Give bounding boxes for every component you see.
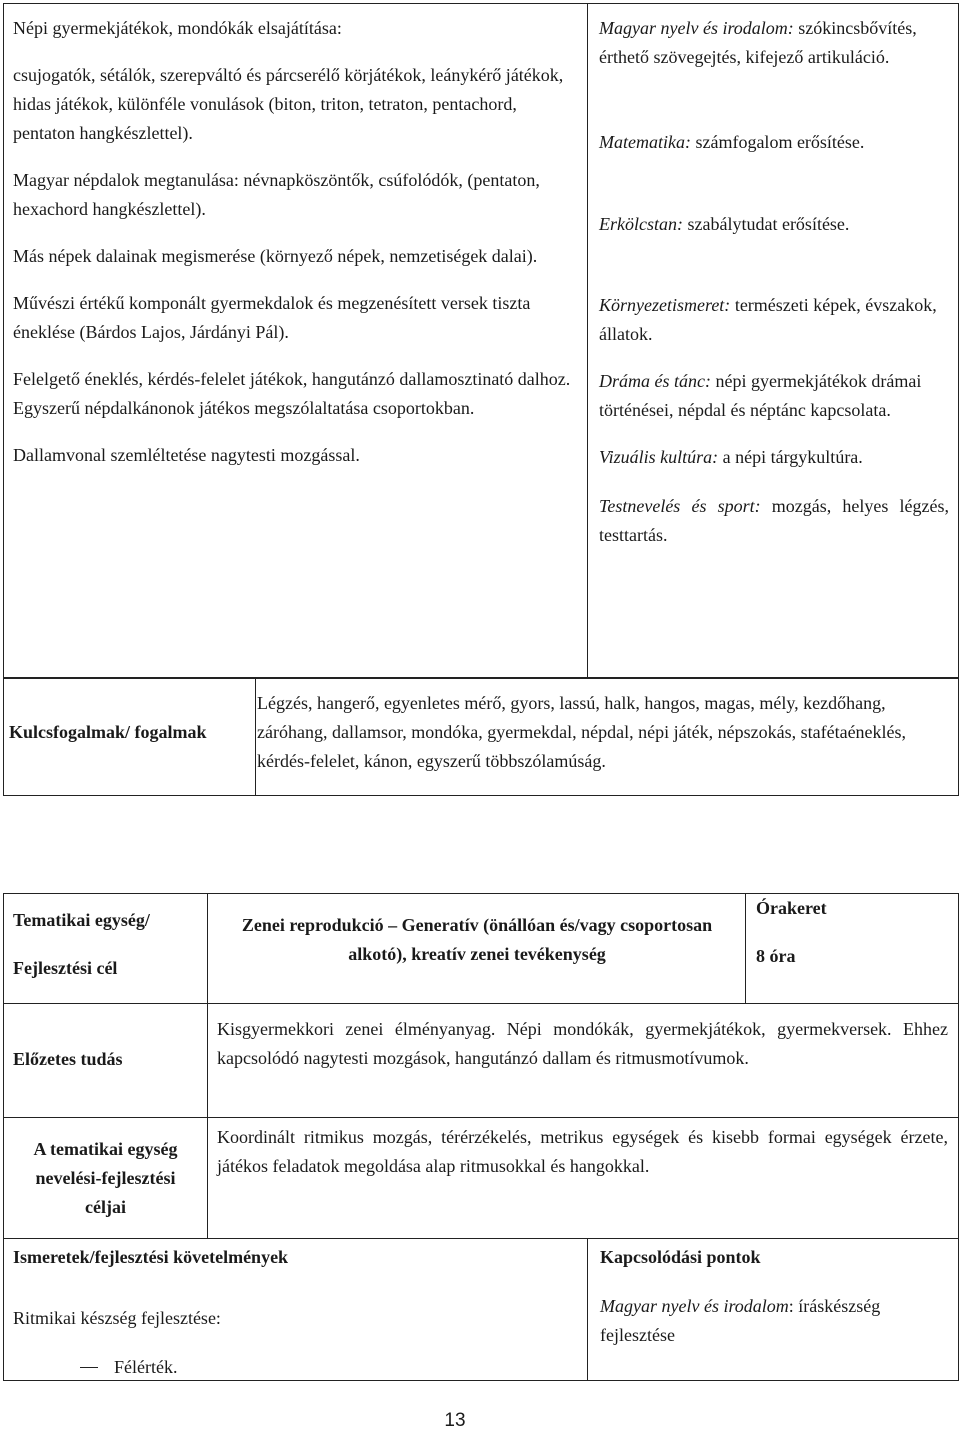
dash-bullet: [80, 1367, 98, 1368]
col-rule-hours: [745, 893, 746, 1003]
link-environment: [599, 291, 949, 349]
link-subject: Vizuális kultúra:: [599, 447, 719, 467]
row-rule-2: [3, 1117, 959, 1118]
link-hungarian: [599, 14, 949, 72]
unit-label: [13, 906, 203, 983]
goals-text: Koordinált ritmikus mozgás, térérzékelés, metrikus egységek és kisebb formai egységek érzete, játékos feladatok megoldása alap ritmusokkal és hangokkal.: [217, 1127, 948, 1176]
hours-cell: [756, 894, 946, 971]
prior-knowledge-text: Kisgyermekkori zenei élményanyag. Népi mondókák, gyermekjátékok, gyermekversek. Ehhez kapcsolódó nagytesti mozgások, hangutánzó dallam és ritmusmotívumok.: [217, 1019, 948, 1068]
left-paragraph-2: csujogatók, sétálók, szerepváltó és párcserélő körjátékok, leánykérő játékok, hidas játékok, különféle vonulások (biton, triton, tetraton, pentachord, pentaton hangkészlettel).: [13, 65, 564, 143]
left-paragraph-1: Népi gyermekjátékok, mondókák elsajátítása:: [13, 18, 342, 38]
upper-table-divider: [587, 3, 588, 678]
link-subject: Erkölcstan:: [599, 214, 683, 234]
link-subject: Matematika:: [599, 132, 691, 152]
row-rule-3: [3, 1238, 959, 1239]
link-subject: Testnevelés és sport:: [599, 496, 761, 516]
left-paragraph-3: Magyar népdalok megtanulása: névnapköszöntők, csúfolódók, (pentaton, hexachord hangkészlettel).: [13, 170, 540, 219]
requirement-sub-item: [0, 1353, 583, 1382]
link-text: a népi tárgykultúra.: [722, 447, 863, 467]
link-text: szókincsbővítés, érthető szövegejtés, kifejező artikuláció.: [599, 18, 917, 67]
hours-value: 8 óra: [756, 946, 796, 966]
link-text: mozgás, helyes légzés, testtartás.: [599, 496, 949, 545]
left-paragraph-4: Más népek dalainak megismerése (környező népek, nemzetiségek dalai).: [13, 246, 538, 266]
upper-right-cell: [599, 14, 949, 550]
unit-label-line-2: Fejlesztési cél: [13, 958, 118, 978]
unit-title: Zenei reprodukció – Generatív (önállóan és/vagy csoportosan alkotó), kreatív zenei tevékenység: [241, 915, 713, 964]
links-cell: [600, 1292, 950, 1350]
page-number: 13: [444, 1410, 466, 1431]
link-subject: Dráma és tánc:: [599, 371, 711, 391]
link-text: természeti képek, évszakok, állatok.: [599, 295, 937, 344]
col-rule-links: [587, 1238, 588, 1381]
link-subject: Környezetismeret:: [599, 295, 731, 315]
link-visual: [599, 443, 949, 472]
link-text: számfogalom erősítése.: [695, 132, 865, 152]
requirement-sub-item-text: Félérték.: [114, 1357, 178, 1377]
link-subject: Magyar nyelv és irodalom: [600, 1296, 789, 1316]
link-pe: [599, 492, 949, 550]
unit-label-line-1: Tematikai egység/: [13, 910, 150, 930]
requirement-item: Ritmikai készség fejlesztése:: [13, 1308, 221, 1328]
key-concepts-text: Légzés, hangerő, egyenletes mérő, gyors, lassú, halk, hangos, magas, mély, kezdőhang, záróhang, dallamsor, mondóka, gyermekdal, népdal, népi játék, népszokás, stafétaéneklés, kérdés-felelet, kánon, egyszerű többszólamúság.: [257, 693, 907, 771]
upper-left-cell: [13, 14, 578, 470]
link-ethics: [599, 210, 949, 239]
link-math: [599, 128, 949, 157]
link-subject: Magyar nyelv és irodalom:: [599, 18, 794, 38]
requirements-cell: [13, 1304, 583, 1382]
left-paragraph-6: Felelgető éneklés, kérdés-felelet játékok, hangutánzó dallamosztinató dalhoz. Egyszerű népdalkánonok játékos megszólaltatása csoportokban.: [13, 369, 571, 418]
key-concepts-divider: [255, 678, 256, 796]
key-concepts-label: Kulcsfogalmak/ fogalmak: [9, 722, 207, 742]
link-text: népi gyermekjátékok drámai történései, népdal és néptánc kapcsolata.: [599, 371, 922, 420]
left-paragraph-5: Művészi értékű komponált gyermekdalok és megzenésített versek tiszta éneklése (Bárdos Lajos, Járdányi Pál).: [13, 293, 531, 342]
hours-label: Órakeret: [756, 898, 827, 918]
col-rule-title: [207, 893, 208, 1238]
link-text: szabálytudat erősítése.: [687, 214, 850, 234]
goals-label: A tematikai egység nevelési-fejlesztési céljai: [33, 1139, 178, 1217]
links-header: Kapcsolódási pontok: [600, 1247, 761, 1267]
link-text: : íráskészség fejlesztése: [600, 1296, 881, 1345]
requirements-header: Ismeretek/fejlesztési követelmények: [13, 1247, 289, 1267]
left-paragraph-7: Dallamvonal szemléltetése nagytesti mozgással.: [13, 445, 360, 465]
row-rule-1: [3, 1003, 959, 1004]
prior-knowledge-label: Előzetes tudás: [13, 1049, 123, 1069]
link-drama: [599, 367, 949, 425]
